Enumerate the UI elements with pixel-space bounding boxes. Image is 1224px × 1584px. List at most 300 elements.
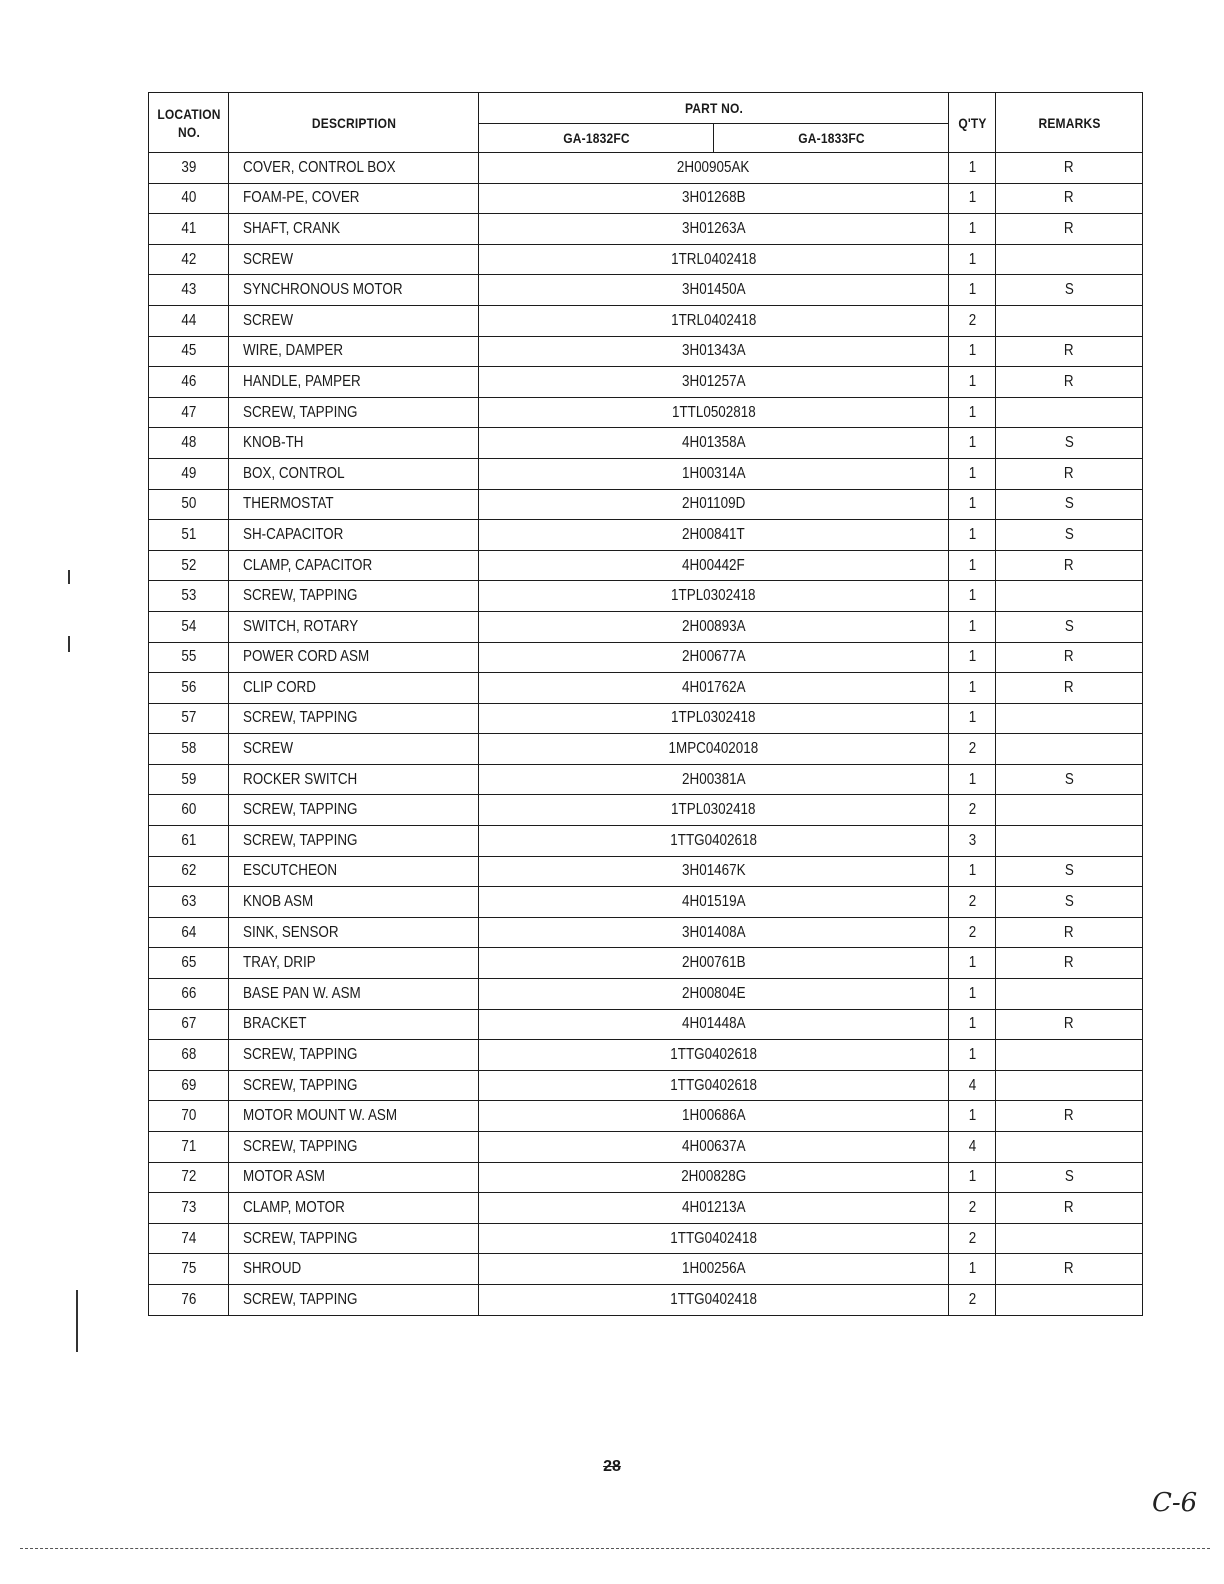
location-cell-text: 42 bbox=[181, 250, 196, 268]
remarks-cell bbox=[996, 367, 1143, 398]
part-number-cell-text: 1TPL0302418 bbox=[671, 709, 756, 727]
description-cell-text: BOX, CONTROL bbox=[243, 464, 345, 482]
table-row bbox=[149, 856, 1143, 887]
table-row bbox=[149, 1162, 1143, 1193]
part-number-cell-text: 2H00381A bbox=[681, 770, 746, 788]
qty-cell bbox=[949, 1009, 996, 1040]
part-number-cell bbox=[479, 887, 949, 918]
table-row bbox=[149, 887, 1143, 918]
remarks-cell bbox=[996, 1101, 1143, 1132]
remarks-cell bbox=[996, 1009, 1143, 1040]
qty-cell-text: 1 bbox=[968, 464, 976, 482]
location-cell bbox=[149, 550, 229, 581]
description-cell bbox=[229, 795, 479, 826]
table-row bbox=[149, 336, 1143, 367]
qty-cell bbox=[949, 550, 996, 581]
part-number-cell bbox=[479, 336, 949, 367]
qty-cell-text: 2 bbox=[968, 1198, 976, 1216]
remarks-cell bbox=[996, 826, 1143, 857]
part-number-cell-text: 3H01467K bbox=[681, 862, 746, 880]
description-cell bbox=[229, 367, 479, 398]
remarks-cell bbox=[996, 550, 1143, 581]
qty-cell-text: 1 bbox=[968, 525, 976, 543]
table-row bbox=[149, 734, 1143, 765]
qty-cell bbox=[949, 153, 996, 184]
location-cell bbox=[149, 489, 229, 520]
remarks-cell bbox=[996, 520, 1143, 551]
header-model-a: GA-1832FC bbox=[495, 124, 697, 153]
remarks-cell bbox=[996, 795, 1143, 826]
location-cell-text: 39 bbox=[181, 158, 196, 176]
location-cell-text: 60 bbox=[181, 801, 196, 819]
table-row bbox=[149, 826, 1143, 857]
part-number-cell bbox=[479, 1223, 949, 1254]
location-cell-text: 58 bbox=[181, 740, 196, 758]
description-cell-text: MOTOR ASM bbox=[243, 1168, 325, 1186]
remarks-cell-text: S bbox=[1064, 281, 1074, 299]
qty-cell bbox=[949, 367, 996, 398]
description-cell bbox=[229, 1070, 479, 1101]
location-cell-text: 70 bbox=[181, 1107, 196, 1125]
description-cell-text: SCREW bbox=[243, 311, 294, 329]
table-row bbox=[149, 458, 1143, 489]
table-row bbox=[149, 244, 1143, 275]
remarks-cell bbox=[996, 244, 1143, 275]
qty-cell-text: 1 bbox=[968, 1168, 976, 1186]
part-number-cell bbox=[479, 948, 949, 979]
qty-cell-text: 1 bbox=[968, 678, 976, 696]
description-cell bbox=[229, 856, 479, 887]
part-number-cell-text: 2H00828G bbox=[681, 1168, 747, 1186]
remarks-cell bbox=[996, 1254, 1143, 1285]
qty-cell-text: 1 bbox=[968, 219, 976, 237]
qty-cell-text: 1 bbox=[968, 1046, 976, 1064]
part-number-cell-text: 1H00314A bbox=[681, 464, 746, 482]
location-cell-text: 62 bbox=[181, 862, 196, 880]
location-cell bbox=[149, 887, 229, 918]
description-cell bbox=[229, 153, 479, 184]
part-number-cell-text: 1TTL0502818 bbox=[671, 403, 756, 421]
table-row bbox=[149, 183, 1143, 214]
remarks-cell bbox=[996, 1162, 1143, 1193]
header-qty: Q'TY bbox=[952, 93, 992, 153]
table-row bbox=[149, 367, 1143, 398]
qty-cell bbox=[949, 397, 996, 428]
qty-cell-text: 1 bbox=[968, 434, 976, 452]
table-row bbox=[149, 275, 1143, 306]
description-cell-text: TRAY, DRIP bbox=[243, 954, 316, 972]
qty-cell bbox=[949, 458, 996, 489]
qty-cell-text: 4 bbox=[968, 1137, 976, 1155]
qty-cell bbox=[949, 1223, 996, 1254]
remarks-cell bbox=[996, 1223, 1143, 1254]
table-row bbox=[149, 642, 1143, 673]
header-location bbox=[154, 93, 223, 153]
qty-cell-text: 2 bbox=[968, 893, 976, 911]
location-cell bbox=[149, 244, 229, 275]
description-cell-text: SCREW bbox=[243, 740, 294, 758]
description-cell-text: SCREW, TAPPING bbox=[243, 1046, 358, 1064]
description-cell bbox=[229, 734, 479, 765]
remarks-cell bbox=[996, 305, 1143, 336]
part-number-cell bbox=[479, 275, 949, 306]
location-cell-text: 40 bbox=[181, 189, 196, 207]
table-row bbox=[149, 214, 1143, 245]
description-cell-text: WIRE, DAMPER bbox=[243, 342, 344, 360]
remarks-cell bbox=[996, 581, 1143, 612]
table-row bbox=[149, 1009, 1143, 1040]
location-cell-text: 57 bbox=[181, 709, 196, 727]
description-cell bbox=[229, 336, 479, 367]
description-cell-text: KNOB ASM bbox=[243, 893, 314, 911]
table-row bbox=[149, 764, 1143, 795]
description-cell bbox=[229, 489, 479, 520]
part-number-cell bbox=[479, 764, 949, 795]
location-cell-text: 43 bbox=[181, 281, 196, 299]
part-number-cell-text: 4H01448A bbox=[681, 1015, 746, 1033]
location-cell-text: 64 bbox=[181, 923, 196, 941]
qty-cell bbox=[949, 764, 996, 795]
location-cell-text: 46 bbox=[181, 372, 196, 390]
remarks-cell-text: S bbox=[1064, 862, 1074, 880]
qty-cell-text: 2 bbox=[968, 801, 976, 819]
part-number-cell-text: 2H00893A bbox=[681, 617, 746, 635]
location-cell bbox=[149, 979, 229, 1010]
header-location-line2: NO. bbox=[177, 123, 200, 140]
location-cell bbox=[149, 1254, 229, 1285]
page-number-text: 28 bbox=[603, 1458, 621, 1475]
qty-cell-text: 1 bbox=[968, 250, 976, 268]
description-cell-text: SHROUD bbox=[243, 1260, 302, 1278]
part-number-cell bbox=[479, 734, 949, 765]
part-number-cell bbox=[479, 458, 949, 489]
table-row bbox=[149, 1070, 1143, 1101]
qty-cell bbox=[949, 1193, 996, 1224]
table-row bbox=[149, 489, 1143, 520]
table-row bbox=[149, 397, 1143, 428]
qty-cell bbox=[949, 1254, 996, 1285]
qty-cell-text: 4 bbox=[968, 1076, 976, 1094]
description-cell-text: ESCUTCHEON bbox=[243, 862, 338, 880]
remarks-cell bbox=[996, 153, 1143, 184]
table-row bbox=[149, 795, 1143, 826]
table-row bbox=[149, 611, 1143, 642]
qty-cell bbox=[949, 1070, 996, 1101]
description-cell bbox=[229, 1254, 479, 1285]
part-number-cell bbox=[479, 397, 949, 428]
location-cell bbox=[149, 397, 229, 428]
part-number-cell-text: 3H01257A bbox=[681, 372, 746, 390]
handwritten-mark: C-6 bbox=[1152, 1488, 1198, 1518]
qty-cell bbox=[949, 1101, 996, 1132]
description-cell bbox=[229, 520, 479, 551]
part-number-cell bbox=[479, 1009, 949, 1040]
location-cell bbox=[149, 1193, 229, 1224]
location-cell-text: 68 bbox=[181, 1046, 196, 1064]
location-cell bbox=[149, 520, 229, 551]
location-cell bbox=[149, 214, 229, 245]
remarks-cell-text: R bbox=[1064, 1015, 1074, 1033]
remarks-cell-text: R bbox=[1064, 189, 1074, 207]
qty-cell-text: 1 bbox=[968, 189, 976, 207]
remarks-cell-text: R bbox=[1064, 556, 1074, 574]
location-cell-text: 65 bbox=[181, 954, 196, 972]
description-cell bbox=[229, 1162, 479, 1193]
qty-cell bbox=[949, 1284, 996, 1315]
header-model-b: GA-1833FC bbox=[730, 124, 932, 153]
table-row bbox=[149, 703, 1143, 734]
part-number-cell-text: 3H01263A bbox=[681, 219, 746, 237]
location-cell-text: 76 bbox=[181, 1290, 196, 1308]
remarks-cell-text: S bbox=[1064, 525, 1074, 543]
part-number-cell-text: 1TTG0402618 bbox=[670, 1046, 757, 1064]
location-cell-text: 54 bbox=[181, 617, 196, 635]
qty-cell bbox=[949, 1162, 996, 1193]
qty-cell bbox=[949, 642, 996, 673]
part-number-cell-text: 2H00677A bbox=[681, 648, 746, 666]
location-cell bbox=[149, 1070, 229, 1101]
part-number-cell-text: 1TTG0402618 bbox=[670, 831, 757, 849]
qty-cell-text: 1 bbox=[968, 158, 976, 176]
location-cell-text: 67 bbox=[181, 1015, 196, 1033]
remarks-cell-text: R bbox=[1064, 342, 1074, 360]
remarks-cell-text: R bbox=[1064, 372, 1074, 390]
description-cell-text: SCREW, TAPPING bbox=[243, 403, 358, 421]
location-cell bbox=[149, 703, 229, 734]
description-cell bbox=[229, 673, 479, 704]
description-cell-text: SINK, SENSOR bbox=[243, 923, 339, 941]
part-number-cell bbox=[479, 642, 949, 673]
part-number-cell-text: 1TRL0402418 bbox=[670, 311, 757, 329]
remarks-cell-text: R bbox=[1064, 923, 1074, 941]
remarks-cell bbox=[996, 183, 1143, 214]
qty-cell-text: 1 bbox=[968, 954, 976, 972]
location-cell-text: 63 bbox=[181, 893, 196, 911]
margin-mark bbox=[68, 570, 70, 584]
description-cell-text: SCREW bbox=[243, 250, 294, 268]
description-cell bbox=[229, 764, 479, 795]
description-cell bbox=[229, 581, 479, 612]
location-cell bbox=[149, 1162, 229, 1193]
table-row bbox=[149, 917, 1143, 948]
location-cell-text: 48 bbox=[181, 434, 196, 452]
part-number-cell-text: 2H00761B bbox=[681, 954, 746, 972]
location-cell bbox=[149, 1132, 229, 1163]
qty-cell bbox=[949, 795, 996, 826]
table-row bbox=[149, 1193, 1143, 1224]
table-row bbox=[149, 550, 1143, 581]
location-cell-text: 53 bbox=[181, 587, 196, 605]
part-number-cell-text: 1H00686A bbox=[681, 1107, 746, 1125]
part-number-cell bbox=[479, 550, 949, 581]
part-number-cell bbox=[479, 1101, 949, 1132]
description-cell bbox=[229, 428, 479, 459]
location-cell bbox=[149, 611, 229, 642]
qty-cell-text: 1 bbox=[968, 770, 976, 788]
remarks-cell-text: S bbox=[1064, 617, 1074, 635]
remarks-cell-text: R bbox=[1064, 954, 1074, 972]
location-cell bbox=[149, 764, 229, 795]
location-cell-text: 69 bbox=[181, 1076, 196, 1094]
remarks-cell bbox=[996, 214, 1143, 245]
description-cell bbox=[229, 826, 479, 857]
qty-cell bbox=[949, 275, 996, 306]
description-cell-text: SCREW, TAPPING bbox=[243, 1076, 358, 1094]
description-cell-text: SCREW, TAPPING bbox=[243, 1137, 358, 1155]
qty-cell bbox=[949, 611, 996, 642]
remarks-cell bbox=[996, 397, 1143, 428]
parts-list-sheet bbox=[148, 92, 1142, 1316]
description-cell bbox=[229, 458, 479, 489]
part-number-cell-text: 2H00841T bbox=[682, 525, 745, 543]
table-row bbox=[149, 1132, 1143, 1163]
table-row bbox=[149, 673, 1143, 704]
parts-table-body bbox=[149, 153, 1143, 1316]
qty-cell bbox=[949, 214, 996, 245]
table-row bbox=[149, 1284, 1143, 1315]
description-cell-text: SCREW, TAPPING bbox=[243, 587, 358, 605]
remarks-cell-text: S bbox=[1064, 893, 1074, 911]
part-number-cell bbox=[479, 1070, 949, 1101]
remarks-cell bbox=[996, 917, 1143, 948]
part-number-cell bbox=[479, 244, 949, 275]
qty-cell bbox=[949, 183, 996, 214]
description-cell bbox=[229, 1223, 479, 1254]
description-cell bbox=[229, 979, 479, 1010]
qty-cell bbox=[949, 856, 996, 887]
header-location-line1: LOCATION bbox=[156, 105, 221, 122]
qty-cell-text: 2 bbox=[968, 740, 976, 758]
description-cell-text: SCREW, TAPPING bbox=[243, 801, 358, 819]
location-cell bbox=[149, 642, 229, 673]
description-cell bbox=[229, 1284, 479, 1315]
part-number-cell bbox=[479, 1162, 949, 1193]
description-cell bbox=[229, 948, 479, 979]
description-cell bbox=[229, 305, 479, 336]
part-number-cell-text: 1H00256A bbox=[681, 1260, 746, 1278]
remarks-cell bbox=[996, 979, 1143, 1010]
part-number-cell bbox=[479, 1284, 949, 1315]
description-cell-text: CLIP CORD bbox=[243, 678, 316, 696]
remarks-cell-text: R bbox=[1064, 678, 1074, 696]
location-cell-text: 41 bbox=[181, 219, 196, 237]
qty-cell bbox=[949, 734, 996, 765]
part-number-cell bbox=[479, 183, 949, 214]
description-cell-text: POWER CORD ASM bbox=[243, 648, 370, 666]
part-number-cell-text: 2H00804E bbox=[681, 984, 746, 1002]
description-cell-text: ROCKER SWITCH bbox=[243, 770, 358, 788]
part-number-cell bbox=[479, 611, 949, 642]
description-cell bbox=[229, 183, 479, 214]
table-row bbox=[149, 1254, 1143, 1285]
location-cell bbox=[149, 948, 229, 979]
location-cell bbox=[149, 1223, 229, 1254]
part-number-cell bbox=[479, 1040, 949, 1071]
location-cell-text: 59 bbox=[181, 770, 196, 788]
qty-cell-text: 2 bbox=[968, 1290, 976, 1308]
part-number-cell bbox=[479, 826, 949, 857]
qty-cell-text: 1 bbox=[968, 617, 976, 635]
description-cell bbox=[229, 397, 479, 428]
part-number-cell-text: 2H00905AK bbox=[677, 158, 750, 176]
description-cell bbox=[229, 887, 479, 918]
description-cell-text: SH-CAPACITOR bbox=[243, 525, 344, 543]
description-cell-text: HANDLE, PAMPER bbox=[243, 372, 361, 390]
location-cell bbox=[149, 1284, 229, 1315]
location-cell bbox=[149, 1009, 229, 1040]
part-number-cell bbox=[479, 214, 949, 245]
part-number-cell bbox=[479, 917, 949, 948]
location-cell bbox=[149, 275, 229, 306]
description-cell bbox=[229, 611, 479, 642]
qty-cell-text: 1 bbox=[968, 984, 976, 1002]
location-cell bbox=[149, 734, 229, 765]
location-cell-text: 66 bbox=[181, 984, 196, 1002]
description-cell-text: BRACKET bbox=[243, 1015, 307, 1033]
location-cell bbox=[149, 153, 229, 184]
qty-cell-text: 1 bbox=[968, 1107, 976, 1125]
part-number-cell-text: 3H01343A bbox=[681, 342, 746, 360]
qty-cell bbox=[949, 703, 996, 734]
part-number-cell-text: 1TPL0302418 bbox=[671, 587, 756, 605]
table-row bbox=[149, 428, 1143, 459]
part-number-cell bbox=[479, 795, 949, 826]
margin-mark bbox=[68, 636, 70, 652]
location-cell-text: 71 bbox=[181, 1137, 196, 1155]
description-cell-text: BASE PAN W. ASM bbox=[243, 984, 361, 1002]
remarks-cell bbox=[996, 489, 1143, 520]
part-number-cell-text: 4H01358A bbox=[681, 434, 746, 452]
part-number-cell bbox=[479, 1254, 949, 1285]
qty-cell-text: 1 bbox=[968, 495, 976, 513]
description-cell-text: SYNCHRONOUS MOTOR bbox=[243, 281, 403, 299]
description-cell bbox=[229, 642, 479, 673]
page-number bbox=[0, 1458, 1224, 1476]
remarks-cell bbox=[996, 275, 1143, 306]
header-part-no: PART NO. bbox=[511, 93, 915, 124]
table-row bbox=[149, 305, 1143, 336]
qty-cell-text: 1 bbox=[968, 281, 976, 299]
qty-cell bbox=[949, 917, 996, 948]
remarks-cell-text: R bbox=[1064, 219, 1074, 237]
part-number-cell bbox=[479, 703, 949, 734]
qty-cell bbox=[949, 428, 996, 459]
qty-cell-text: 1 bbox=[968, 556, 976, 574]
part-number-cell bbox=[479, 979, 949, 1010]
bottom-rule bbox=[20, 1548, 1210, 1549]
location-cell-text: 50 bbox=[181, 495, 196, 513]
location-cell-text: 74 bbox=[181, 1229, 196, 1247]
remarks-cell bbox=[996, 1284, 1143, 1315]
location-cell bbox=[149, 856, 229, 887]
description-cell bbox=[229, 1009, 479, 1040]
part-number-cell-text: 1MPC0402018 bbox=[668, 740, 759, 758]
qty-cell bbox=[949, 948, 996, 979]
part-number-cell bbox=[479, 1132, 949, 1163]
description-cell-text: SCREW, TAPPING bbox=[243, 1229, 358, 1247]
margin-mark bbox=[76, 1290, 78, 1352]
description-cell-text: MOTOR MOUNT W. ASM bbox=[243, 1107, 398, 1125]
remarks-cell bbox=[996, 856, 1143, 887]
location-cell bbox=[149, 673, 229, 704]
description-cell-text: SCREW, TAPPING bbox=[243, 1290, 358, 1308]
part-number-cell-text: 4H00442F bbox=[682, 556, 745, 574]
table-row bbox=[149, 153, 1143, 184]
part-number-cell-text: 1TRL0402418 bbox=[670, 250, 757, 268]
remarks-cell bbox=[996, 458, 1143, 489]
description-cell bbox=[229, 244, 479, 275]
part-number-cell-text: 3H01450A bbox=[681, 281, 746, 299]
